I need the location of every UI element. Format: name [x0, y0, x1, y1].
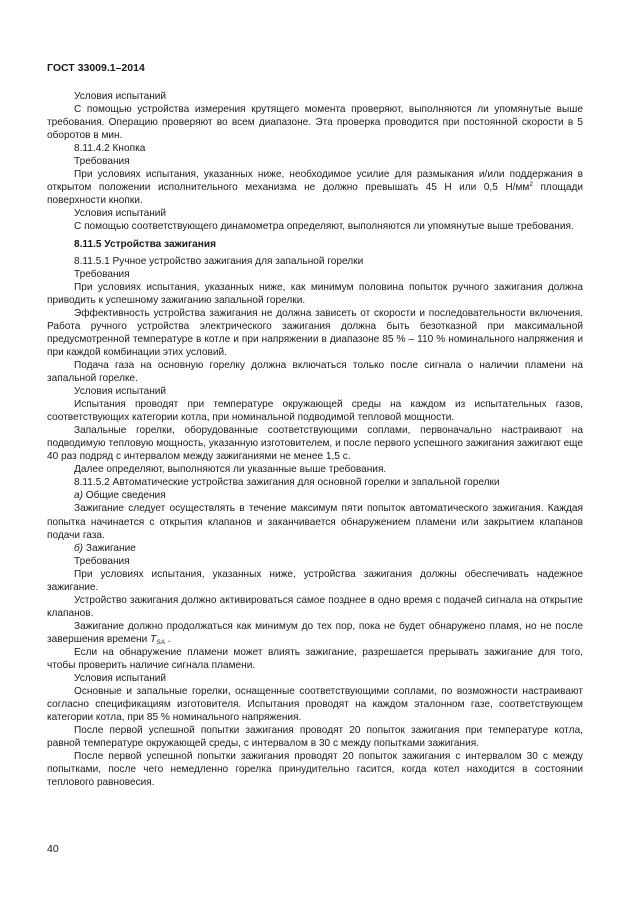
document-header: ГОСТ 33009.1–2014 — [47, 62, 145, 74]
paragraph-text: Общие сведения — [85, 490, 166, 502]
paragraph-text: При условиях испытания, указанных ниже, необходимое усилие для размыкания и/или поддержания в открытом положении исполнительного механизма не должно превышать 45 Н или 0,5 Н/мм — [47, 169, 583, 194]
paragraph: Запальные горелки, оборудованные соответствующими соплами, первоначально настраивают на подводимую тепловую мощность, указанную изготовителем, и после первого успешного зажигания зажигают еще 40 раз подряд с интервалом между зажиганиями не менее 1,5 с. — [47, 425, 583, 463]
superscript: 2 — [529, 181, 533, 189]
paragraph: При условиях испытания, указанных ниже, как минимум половина попыток ручного зажигания должна приводить к успешному зажиганию запальной горелки. — [47, 281, 583, 306]
paragraph: 8.11.4.2 Кнопка — [74, 143, 146, 155]
paragraph: Основные и запальные горелки, оснащенные соответствующими соплами, по возможности настраивают согласно спецификациям изготовителя. Испытания проводят на каждом эталонном газе, соответствующем категории котла, при 85 % номинального напряжения. — [47, 686, 583, 724]
paragraph: Устройство зажигания должно активироваться самое позднее в одно время с подачей сигнала на открытие клапанов. — [47, 594, 583, 619]
subscript: SA — [156, 638, 165, 646]
list-marker: а) — [74, 490, 83, 502]
punctuation: . — [167, 633, 171, 645]
section-heading: 8.11.5 Устройства зажигания — [74, 239, 216, 251]
document-body — [47, 90, 583, 789]
paragraph: Эффективность устройства зажигания не должна зависеть от скорости и последовательности включения. Работа ручного устройства электрического зажигания должна быть безотказной при максимальной предусмотренной температуре в котле и при напряжении в диапазоне 85 % – 110 % номинального напряжения и при каждой комбинации этих условий. — [47, 307, 583, 358]
paragraph: Испытания проводят при температуре окружающей среды на каждом из испытательных газов, соответствующих категории котла, при номинальной подводимой тепловой мощности. — [47, 399, 583, 424]
paragraph: Подача газа на основную горелку должна включаться только после сигнала о наличии пламени на запальной горелке. — [47, 359, 583, 384]
paragraph: Требования — [74, 555, 130, 567]
paragraph — [47, 542, 583, 555]
paragraph: При условиях испытания, указанных ниже, устройства зажигания должны обеспечивать надежное зажигание. — [47, 568, 583, 593]
paragraph-text: Зажигание должно продолжаться как минимум до тех пор, пока не будет обнаружено пламя, но не после завершения времени — [47, 620, 583, 645]
paragraph: Условия испытаний — [74, 386, 167, 398]
paragraph: Требования — [74, 156, 130, 168]
paragraph: Далее определяют, выполняются ли указанные выше требования. — [74, 464, 387, 476]
paragraph-text: Зажигание — [85, 542, 136, 554]
paragraph: Зажигание следует осуществлять в течение максимум пяти попыток автоматического зажигания. Каждая попытка начинается с открытия клапанов и заканчивается обнаружением пламени или закрытием клапанов подачи газа. — [47, 503, 583, 541]
paragraph — [47, 489, 583, 502]
paragraph: Условия испытаний — [74, 91, 167, 102]
page-number: 40 — [47, 843, 59, 855]
list-marker: б) — [74, 542, 84, 554]
paragraph: После первой успешной попытки зажигания проводят 20 попыток зажигания при температуре котла, равной температуре окружающей среды, с интервалом в 30 с между попытками зажигания. — [47, 725, 583, 750]
paragraph-text: площади поверхности кнопки. — [47, 182, 583, 207]
paragraph: После первой успешной попытки зажигания проводят 20 попыток зажигания с интервалом 30 с между попытками, после чего немедленно горелка принудительно гасится, когда котел находится в состоянии теплового равновесия. — [47, 751, 583, 789]
paragraph — [47, 620, 583, 646]
paragraph: 8.11.5.2 Автоматические устройства зажигания для основной горелки и запальной горелки — [74, 477, 500, 489]
paragraph — [47, 168, 583, 207]
paragraph: Условия испытаний — [74, 673, 167, 685]
paragraph: С помощью соответствующего динамометра определяют, выполняются ли упомянутые выше требования. — [74, 221, 574, 233]
paragraph: С помощью устройства измерения крутящего момента проверяют, выполняются ли упомянутые выше требования. Операцию проверяют во всем диапазоне. Эта проверка проводится при постоянной скорости в 5 оборотов в мин. — [47, 104, 583, 142]
symbol: T — [150, 633, 157, 645]
paragraph: Требования — [74, 268, 130, 280]
paragraph: Условия испытаний — [74, 208, 167, 220]
paragraph: Если на обнаружение пламени может влиять зажигание, разрешается прерывать зажигание для того, чтобы проверить наличие сигнала пламени. — [47, 646, 583, 672]
paragraph: 8.11.5.1 Ручное устройство зажигания для запальной горелки — [74, 255, 364, 267]
